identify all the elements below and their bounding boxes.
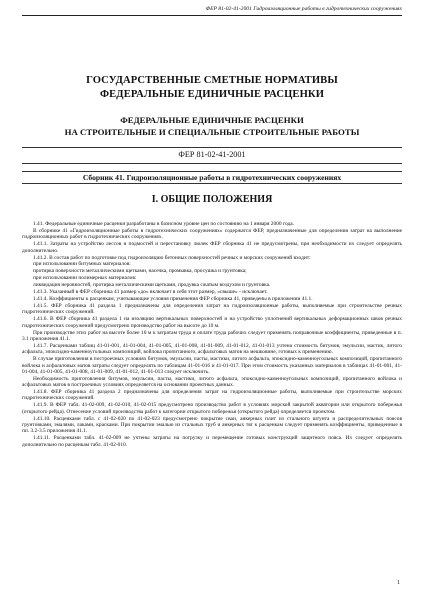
document-code: ФЕР 81-02-41-2001: [178, 150, 246, 159]
code-rule-bottom: [22, 163, 402, 164]
paragraph: При производстве этих работ на высоте более 10 м к затратам труда и оплате труда рабочих следует применять поправочные коэффициенты, приведенные в п. 3.1 приложения 41.1.: [22, 329, 402, 342]
paragraph: при использовании полимерных материалов:: [33, 275, 137, 282]
paragraph: 1.41.2. В состав работ по подготовке под гидроизоляцию бетонных поверхностей речных и морских сооружений входит:: [33, 254, 311, 261]
section-heading: I. ОБЩИЕ ПОЛОЖЕНИЯ: [151, 194, 273, 205]
paragraph: В случае приготовления в построечных условиях битумов, эмульсии, пасты, мастики, литого асфальта, эпоксидно-каменноугольных композиций, пропитанного войлока и асфальтовых матов затраты следует определять по таблицам 41-01-016 и 41-01-017. При этом стоимость указанных материалов в таблицах 41-01-001, 41-01-004, 41-01-005, 41-01-008, 41-01-009, 41-01-012, 41-01-013 следует исключить.: [22, 356, 402, 375]
paragraph: 1.41.7. Расценками таблиц 41-01-001, 41-01-004, 41-01-005, 41-01-008, 41-01-009, 41-01-012, 41-01-013 учтена стоимость битумов, эмульсии, мастик, литого асфальта, эпоксидно-каменноугольных композиций, войлока пропитанного, асфальтовых матов на мешковине, готовых к применению.: [22, 342, 402, 356]
page-number: 1: [397, 580, 400, 586]
paragraph: 1.41. Федеральные единичные расценки разработаны в базисном уровне цен по состоянию на 1 января 2000 года.: [33, 221, 295, 227]
paragraph: 1.41.9. В ФЕР табл. 41-02-009, 41-02-010, 41-02-015 предусмотрено производство работ в условиях морской закрытой акватории или открытого побережья (открытого рейда). Отнесение условий производства работ к категории открытого побережья (открытого рейда) определяется проектом.: [22, 402, 402, 415]
paragraph: 1.41.1. Затраты на устройство лессов и подмостей и перестановку люлек ФЕР сборника 41 не предусмотрены, при необходимости их следует определять дополнительно.: [22, 241, 402, 254]
paragraph: 1.41.3. Указанный в ФЕР сборника 41 размер «до» включает в себя этот размер, «свыше» - исключает.: [33, 289, 268, 296]
subtitle-line-2: НА СТРОИТЕЛЬНЫЕ И СПЕЦИАЛЬНЫЕ СТРОИТЕЛЬНЫЕ РАБОТЫ: [64, 127, 360, 137]
paragraph: 1.41.8. ФЕР сборника 41 раздела 2 предназначены для определения затрат на гидроизоляционные работы, выполняемые при строительстве морских гидротехнических сооружений.: [22, 389, 402, 402]
body-text: [22, 221, 402, 449]
paragraph: В сборнике 41 «Гидроизоляционные работы в гидротехнических сооружениях» содержатся ФЕР, предназначенные для определения затрат на выполнение гидроизоляционных работ в гидротехнических сооружениях.: [22, 227, 402, 241]
main-title-line-1: ГОСУДАРСТВЕННЫЕ СМЕТНЫЕ НОРМАТИВЫ: [86, 75, 338, 86]
code-rule-top: [22, 147, 402, 148]
paragraph: ликвидация неровностей, протирка металлическими щетками, продувка сжатым воздухом и грунтовка.: [33, 282, 271, 289]
paragraph: 1.41.6. В ФЕР сборника 41 раздела 1 на изоляцию вертикальных поверхностей и на устройство уплотнений вертикальных деформационных швов речных гидротехнических сооружений предусмотрено производство работ на высоте до 10 м.: [22, 316, 402, 329]
running-header: ФЕР 81-02-41-2001 Гидроизоляционные работы в гидротехнических сооружениях: [205, 6, 402, 12]
header-rule: [22, 15, 402, 16]
paragraph: 1.41.10. Расценками табл. с 41-02-020 по 41-02-023 предусмотрено покрытие сваи, анкерных плит из стального штунта и распределительных поясов грунтовками, эмалями, лаками, красками. При покрытии эмалью из стальных труб и анкерных тяг к расценкам следует применять коэффициенты, приведенные в пп. 3.2-3.5 приложения 41.1.: [22, 415, 402, 435]
main-title-line-2: ФЕДЕРАЛЬНЫЕ ЕДИНИЧНЫЕ РАСЦЕНКИ: [99, 89, 325, 100]
paragraph: 1.41.5. ФЕР сборника 41 раздела 1 предназначены для определения затрат на гидроизоляционные работы, выполняемые при строительстве речных гидротехнических сооружений.: [22, 303, 402, 316]
paragraph: протирка поверхности металлическими щетками, насечка, промывка, просушка и грунтовка;: [33, 268, 247, 275]
collection-title: Сборник 41. Гидроизоляционные работы в гидротехнических сооружениях: [22, 171, 402, 184]
paragraph: 1.41.11. Расценками табл. 41-02-009 не учтены затраты на погрузку и перемещение готовых конструкций защитного пояса. Их следует определять дополнительно по расценкам табл. 41-02-010.: [22, 435, 402, 448]
subtitle-line-1: ФЕДЕРАЛЬНЫЕ ЕДИНИЧНЫЕ РАСЦЕНКИ: [120, 115, 304, 125]
paragraph: Необходимость приготовления битумов, эмульсии, пасты, мастики, литого асфальта, эпоксидно-каменноугольных композиций, пропитанного войлока и асфальтовых матов в построечных условиях определяется на основании проектных данных.: [22, 375, 402, 389]
paragraph: при использовании битумных материалов:: [33, 261, 131, 268]
paragraph: 1.41.4. Коэффициенты к расценкам, учитывающие условия применения ФЕР сборника 41, приведены в приложении 41.1.: [33, 296, 313, 303]
